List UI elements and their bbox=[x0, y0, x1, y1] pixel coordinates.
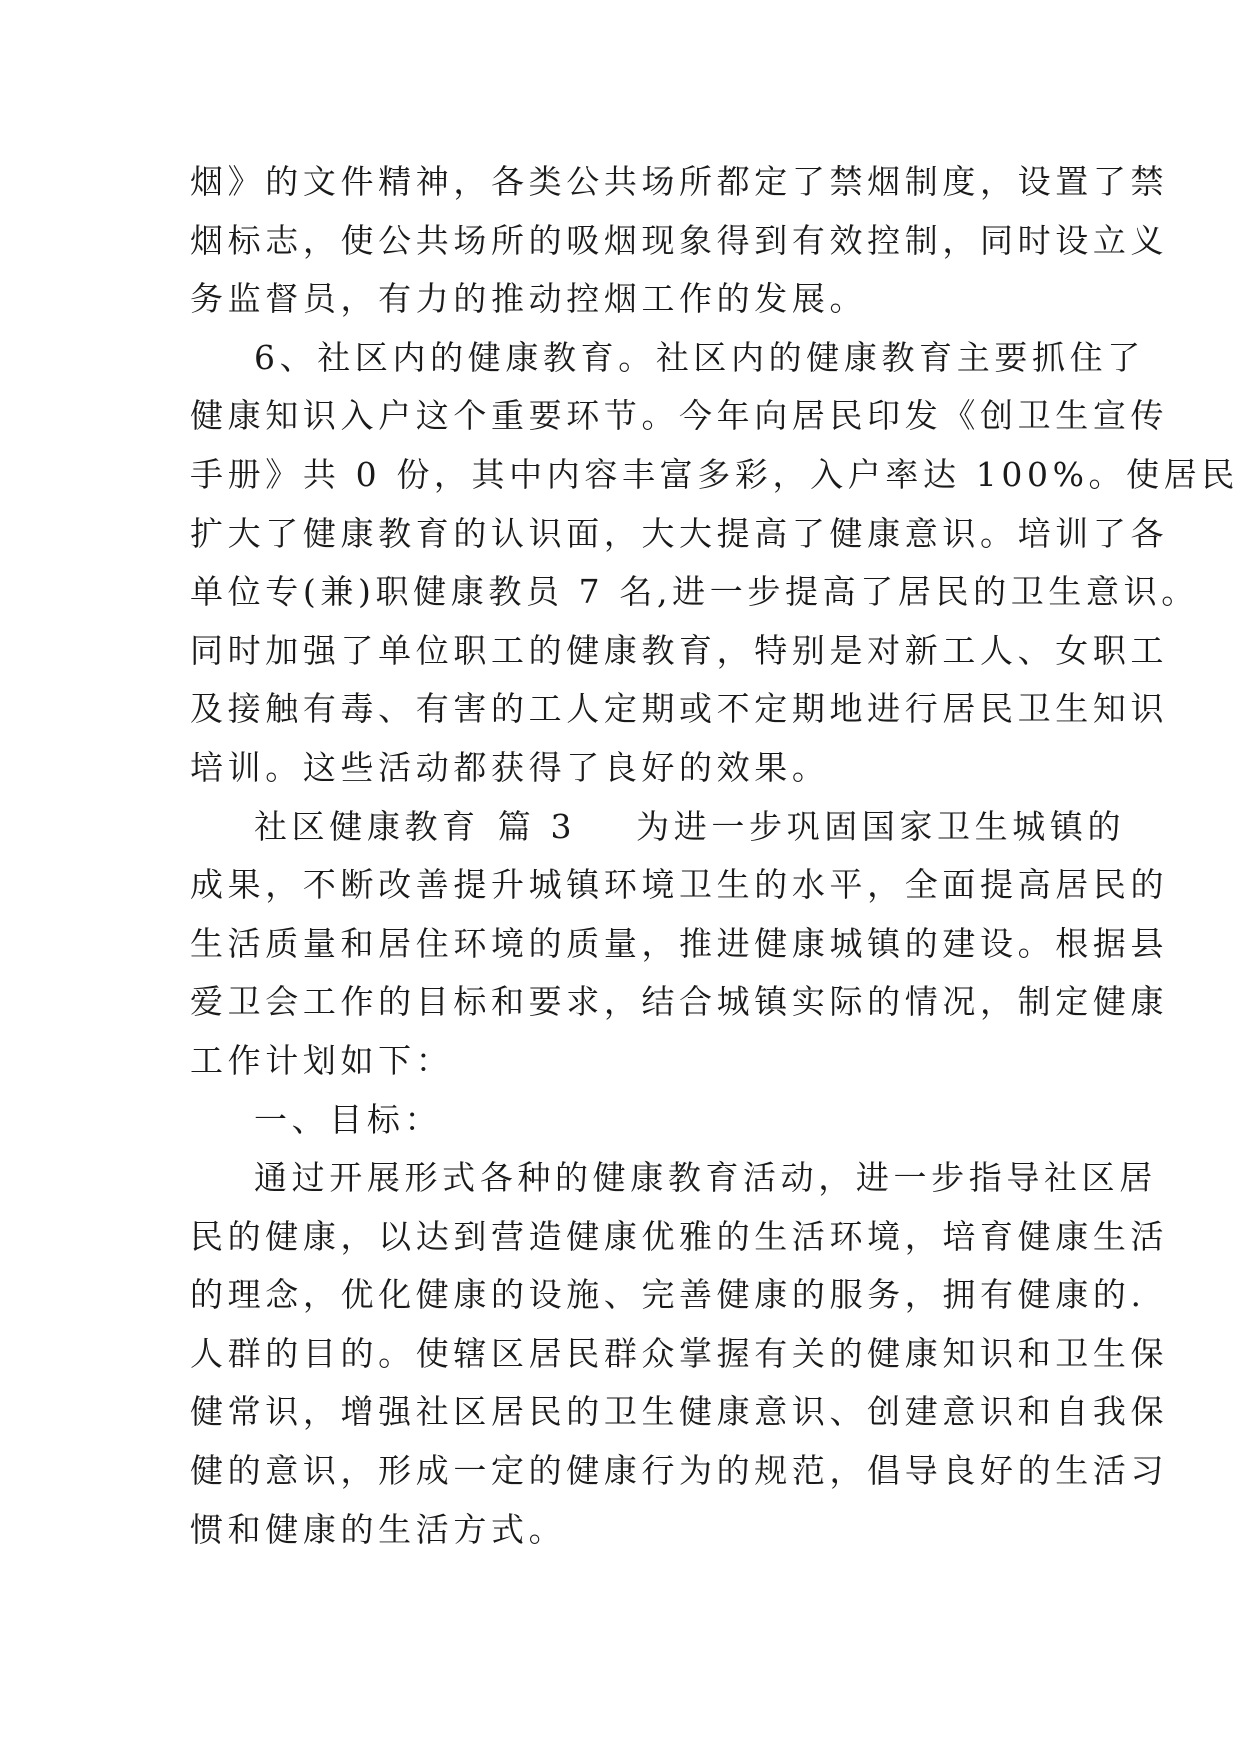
section-number: 篇 3 bbox=[497, 806, 577, 846]
text-line: 民的健康，以达到营造健康优雅的生活环境，培育健康生活 bbox=[190, 1216, 1169, 1256]
text-line: 工作计划如下： bbox=[190, 1040, 454, 1080]
text-line: 务监督员，有力的推动控烟工作的发展。 bbox=[190, 279, 868, 319]
text-line: 烟标志，使公共场所的吸烟现象得到有效控制，同时设立义 bbox=[190, 220, 1169, 260]
text-line: 培训。这些活动都获得了良好的效果。 bbox=[190, 747, 830, 787]
text-line: 烟》的文件精神，各类公共场所都定了禁烟制度，设置了禁 bbox=[190, 162, 1169, 201]
text-line: 健常识，增强社区居民的卫生健康意识、创建意识和自我保 bbox=[190, 1392, 1169, 1432]
subheading-line: 一、目标： bbox=[254, 1099, 443, 1139]
text-line: 单位专(兼)职健康教员 7 名,进一步提高了居民的卫生意识。 bbox=[190, 572, 1199, 612]
body-text bbox=[190, 153, 1240, 1559]
section-heading-line bbox=[190, 798, 1126, 857]
paragraph-start-line: 通过开展形式各种的健康教育活动，进一步指导社区居 bbox=[254, 1158, 1157, 1198]
text-line: 扩大了健康教育的认识面，大大提高了健康意识。培训了各 bbox=[190, 513, 1169, 553]
text-line: 手册》共 0 份，其中内容丰富多彩，入户率达 100%。使居民 bbox=[190, 454, 1240, 494]
section-title: 社区健康教育 bbox=[254, 806, 480, 846]
text-line: 健康知识入户这个重要环节。今年向居民印发《创卫生宣传 bbox=[190, 396, 1169, 436]
text-line: 人群的目的。使辖区居民群众掌握有关的健康知识和卫生保 bbox=[190, 1333, 1169, 1373]
text-line: 惯和健康的生活方式。 bbox=[190, 1509, 567, 1549]
text-line: 爱卫会工作的目标和要求，结合城镇实际的情况，制定健康 bbox=[190, 982, 1169, 1022]
text-line: 同时加强了单位职工的健康教育，特别是对新工人、女职工 bbox=[190, 630, 1169, 670]
section-intro-text: 为进一步巩固国家卫生城镇的 bbox=[636, 806, 1126, 846]
paragraph-start-line: 6、社区内的健康教育。社区内的健康教育主要抓住了 bbox=[254, 337, 1145, 377]
text-line: 的理念，优化健康的设施、完善健康的服务，拥有健康的. bbox=[190, 1275, 1146, 1315]
text-line: 成果，不断改善提升城镇环境卫生的水平，全面提高居民的 bbox=[190, 865, 1169, 905]
text-line: 生活质量和居住环境的质量，推进健康城镇的建设。根据县 bbox=[190, 923, 1169, 963]
text-line: 及接触有毒、有害的工人定期或不定期地进行居民卫生知识 bbox=[190, 689, 1169, 729]
text-line: 健的意识，形成一定的健康行为的规范，倡导良好的生活习 bbox=[190, 1451, 1169, 1491]
